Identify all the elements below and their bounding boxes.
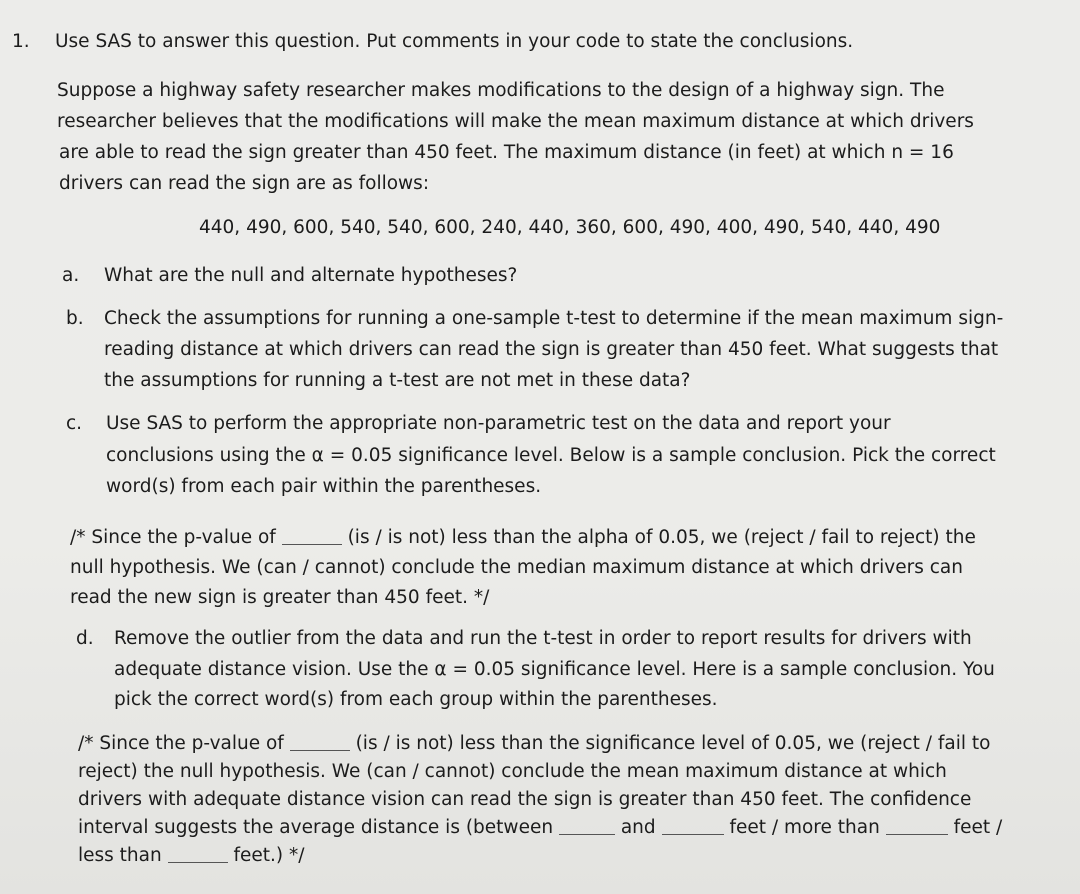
- intro-line: are able to read the sign greater than 450 feet. The maximum distance (in feet) at which n = 16: [59, 142, 954, 163]
- part-d-line: pick the correct word(s) from each group within the parentheses.: [114, 689, 718, 710]
- sample-text: interval suggests the average distance is (between: [78, 817, 554, 838]
- part-d-letter: d.: [76, 628, 94, 649]
- data-values: 440, 490, 600, 540, 540, 600, 240, 440, 360, 600, 490, 400, 490, 540, 440, 490: [199, 217, 941, 238]
- part-b-line: Check the assumptions for running a one-sample t-test to determine if the mean maximum sign-: [104, 308, 1004, 329]
- intro-line: Suppose a highway safety researcher makes modifications to the design of a highway sign. The: [57, 80, 945, 101]
- part-b-line: the assumptions for running a t-test are not met in these data?: [104, 370, 691, 391]
- intro-line: researcher believes that the modifications will make the mean maximum distance at which drivers: [57, 111, 974, 132]
- part-d-sample-line: reject) the null hypothesis. We (can / cannot) conclude the mean maximum distance at which: [78, 761, 947, 782]
- sample-text: /* Since the p-value of: [70, 527, 276, 548]
- part-c-sample-line: null hypothesis. We (can / cannot) conclude the median maximum distance at which drivers can: [70, 557, 963, 578]
- answer-blank: [559, 816, 615, 835]
- part-d-sample-line: [78, 812, 1002, 843]
- sample-text: feet.) */: [233, 845, 305, 866]
- part-c-line: word(s) from each pair within the parentheses.: [106, 476, 542, 497]
- answer-blank: [886, 816, 948, 835]
- part-a-text: What are the null and alternate hypotheses?: [104, 265, 518, 286]
- intro-line: drivers can read the sign are as follows:: [59, 173, 430, 194]
- part-c-line: conclusions using the α = 0.05 significance level. Below is a sample conclusion. Pick the correct: [106, 445, 996, 466]
- answer-blank: [282, 526, 342, 545]
- sample-text: and: [620, 817, 656, 838]
- sample-text: feet / more than: [729, 817, 880, 838]
- sample-text: (is / is not) less than the significance level of 0.05, we (reject / fail to: [355, 733, 991, 754]
- part-c-letter: c.: [66, 413, 83, 434]
- part-c-sample-line: read the new sign is greater than 450 feet. */: [70, 587, 490, 608]
- sample-text: (is / is not) less than the alpha of 0.05, we (reject / fail to reject) the: [347, 527, 976, 548]
- part-c-sample-line: [70, 522, 976, 553]
- sample-text: less than: [78, 845, 162, 866]
- part-c-line: Use SAS to perform the appropriate non-parametric test on the data and report your: [106, 413, 891, 434]
- question-title: Use SAS to answer this question. Put comments in your code to state the conclusions.: [55, 31, 854, 52]
- question-number: 1.: [12, 31, 30, 52]
- answer-blank: [168, 844, 228, 863]
- part-d-line: Remove the outlier from the data and run the t-test in order to report results for drivers with: [114, 628, 972, 649]
- answer-blank: [290, 732, 350, 751]
- part-d-line: adequate distance vision. Use the α = 0.05 significance level. Here is a sample conclusion. You: [114, 659, 995, 680]
- answer-blank: [662, 816, 724, 835]
- sample-text: /* Since the p-value of: [78, 733, 284, 754]
- part-a-letter: a.: [62, 265, 80, 286]
- part-b-letter: b.: [66, 308, 84, 329]
- part-b-line: reading distance at which drivers can read the sign is greater than 450 feet. What suggests that: [104, 339, 999, 360]
- part-d-sample-line: [78, 728, 990, 759]
- part-d-sample-line: drivers with adequate distance vision can read the sign is greater than 450 feet. The confidence: [78, 789, 972, 810]
- sample-text: feet /: [953, 817, 1003, 838]
- part-d-sample-line: [78, 840, 305, 871]
